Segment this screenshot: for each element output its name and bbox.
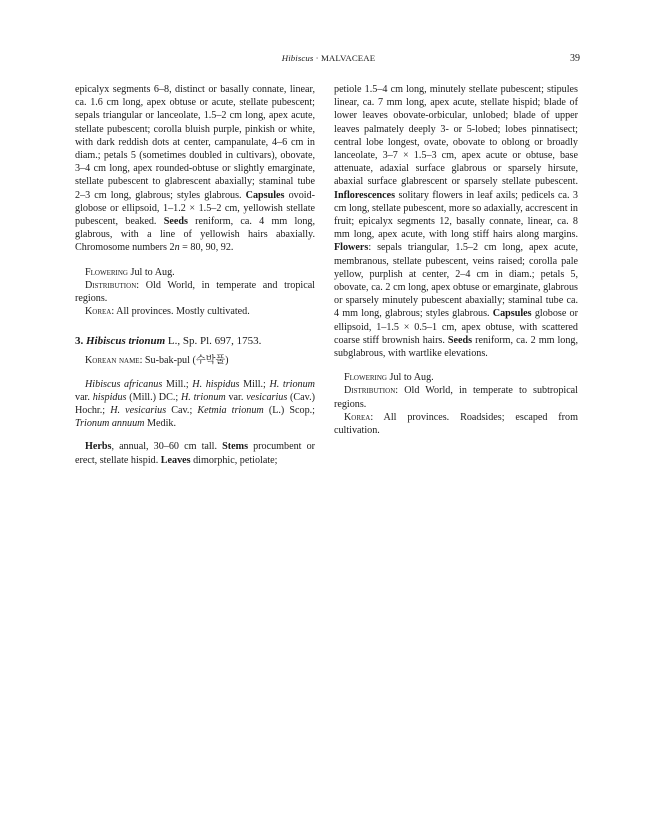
desc-text: dimorphic, petiolate; (190, 454, 278, 466)
synonym-authority: Medik. (144, 418, 176, 430)
species-number: 3. (75, 335, 86, 348)
page-header (75, 53, 582, 67)
capsules-label: Capsules (492, 308, 532, 320)
synonym-epithet: hispidus (92, 391, 127, 403)
page-number: 39 (570, 53, 580, 64)
flowering-value: Jul to Aug. (386, 372, 434, 384)
synonym-name: Hibiscus africanus (85, 378, 163, 390)
synonym-authority: Mill.; (162, 378, 193, 390)
korea-value: : All provinces. Roadsides; escaped from cultivation. (334, 411, 578, 437)
desc-text: epicalyx segments 6–8, distinct or basally connate, linear, ca. 1.6 cm long, apex obtuse or acute, stellate pubescent; sepals triangular or lanceolate, 1.5–2 cm long, apex acute, stellate pubescent; corolla bluish purple, pinkish or white, with dark reddish dots at center, campanulate, 4–6 cm in diam.; petals 5 (sometimes doubled in cultivars), obovate, 3–4 cm long, apex rounded-obtuse or slightly emarginate, stellate pubescent to glabrescent abaxially; staminal tube 2–3 cm long, glabrous; styles glabrous. (75, 84, 315, 201)
species-name: Hibiscus trionum (86, 335, 166, 348)
species-description-continued (334, 83, 578, 360)
synonym-epithet: vesicarius (246, 391, 288, 403)
leaves-label: Leaves (160, 454, 191, 466)
distribution-value: : Old World, in temperate and tropical regions. (75, 279, 315, 305)
species-heading (75, 334, 315, 348)
distribution-label: Distribution (85, 279, 137, 291)
korea-value: : All provinces. Mostly cultivated. (111, 306, 250, 318)
seeds-label: Seeds (163, 216, 188, 228)
desc-text: globose or ellipsoid, 1–1.5 × 0.5–1 cm, apex obtuse, with scattered coarse stiff brownish hairs. (334, 308, 578, 346)
desc-text: petiole 1.5–4 cm long, minutely stellate pubescent; stipules linear, ca. 7 mm long, apex acute, stellate hispid; blade of lower leaves obovate-orbicular, unlobed; blade of upper leaves palmately deeply 3- or 5-lobed; lobes pinnatisect; central lobe longest, ovate, obovate to oblong or broadly lanceolate, 3–7 × 1.5–3 cm, apex acute or obtuse, base attenuate, adaxial surface glabrous or sparsely hirsute, abaxial surface glabrescent or sparsely stellate pubescent. (334, 84, 578, 188)
species-authority: L., Sp. Pl. 697, 1753. (165, 335, 262, 348)
korean-name-label: Korean name (85, 355, 140, 367)
desc-text: : sepals triangular, 1.5–2 cm long, apex acute, membranous, stellate pubescent, veins raised; corolla pale yellow, purplish at center, 2–4 cm in diam.; petals 5, obovate, ca. 2 cm long, apex obtuse or emarginate, glabrous or sparsely minutely pubescent abaxially; staminal tube ca. 4 mm long, glabrous; styles glabrous. (334, 242, 578, 320)
synonym-rank: var. (75, 391, 93, 403)
korean-name-value: : Su-bak-pul (수박풀) (139, 355, 229, 367)
korea-line (75, 305, 315, 318)
desc-text: ovoid-globose or ellipsoid, 1–1.2 × 1.5–2 cm, yellowish stellate pubescent, beaked. (75, 189, 316, 228)
korea-label: Korea (85, 306, 112, 318)
distribution-label: Distribution (344, 385, 396, 397)
flowers-label: Flowers (334, 242, 369, 254)
running-head-separator: · (313, 53, 322, 63)
synonym-name: Ketmia trionum (197, 405, 264, 417)
distribution-line (75, 279, 315, 305)
korea-label: Korea (344, 411, 371, 423)
desc-text: , annual, 30–60 cm tall. (111, 441, 223, 453)
running-head-family: MALVACEAE (321, 53, 376, 63)
description-continued (75, 83, 315, 255)
synonyms (75, 378, 315, 431)
synonym-name: H. hispidus (192, 378, 240, 390)
species-description-start (75, 440, 315, 466)
right-column (334, 83, 578, 437)
chromosome-n: n (174, 242, 180, 254)
flowering-label: Flowering (344, 372, 387, 384)
korea-line (334, 411, 578, 437)
desc-text: = 80, 90, 92. (179, 242, 234, 254)
seeds-label: Seeds (447, 334, 473, 346)
synonym-authority: Mill.; (239, 378, 270, 390)
synonym-rank: var. (225, 391, 247, 403)
distribution-line (334, 384, 578, 410)
stems-label: Stems (222, 441, 249, 453)
synonym-authority: (Mill.) DC.; (126, 391, 181, 403)
desc-text: solitary flowers in leaf axils; pedicels ca. 3 cm long, stellate pubescent, more so adaxially, accrescent in fruit; epicalyx segments 12, basally connate, linear, ca. 8 mm long, apex acute, with long stiff hairs along margins. (334, 189, 578, 241)
desc-text: procumbent or erect, stellate hispid. (75, 441, 316, 466)
flowering-line (75, 266, 315, 279)
synonym-authority: (Cav.) Hochr.; (75, 391, 315, 417)
running-head-genus: Hibiscus (281, 53, 314, 63)
synonym-name: Trionum annuum (75, 418, 145, 430)
synonym-name: H. trionum (180, 391, 226, 403)
synonym-name: H. vesicarius (110, 405, 167, 417)
flowering-value: Jul to Aug. (127, 266, 175, 278)
herbs-label: Herbs (85, 441, 112, 453)
distribution-value: : Old World, in temperate to subtropical regions. (334, 385, 578, 410)
flowering-label: Flowering (85, 266, 128, 278)
desc-text: reniform, ca. 4 mm long, glabrous, with a line of yellowish hairs abaxially. Chromosome numbers 2 (75, 216, 315, 254)
synonym-name: H. trionum (269, 378, 315, 390)
running-head (75, 53, 582, 63)
korean-name-line (75, 354, 315, 367)
synonym-authority: (L.) Scop.; (263, 405, 315, 417)
capsules-label: Capsules (245, 189, 285, 201)
inflorescences-label: Inflorescences (334, 189, 396, 201)
desc-text: reniform, ca. 2 mm long, subglabrous, with wartlike elevations. (334, 334, 578, 360)
synonym-authority: Cav.; (166, 405, 198, 417)
flowering-line (334, 371, 578, 384)
left-column (75, 83, 315, 467)
